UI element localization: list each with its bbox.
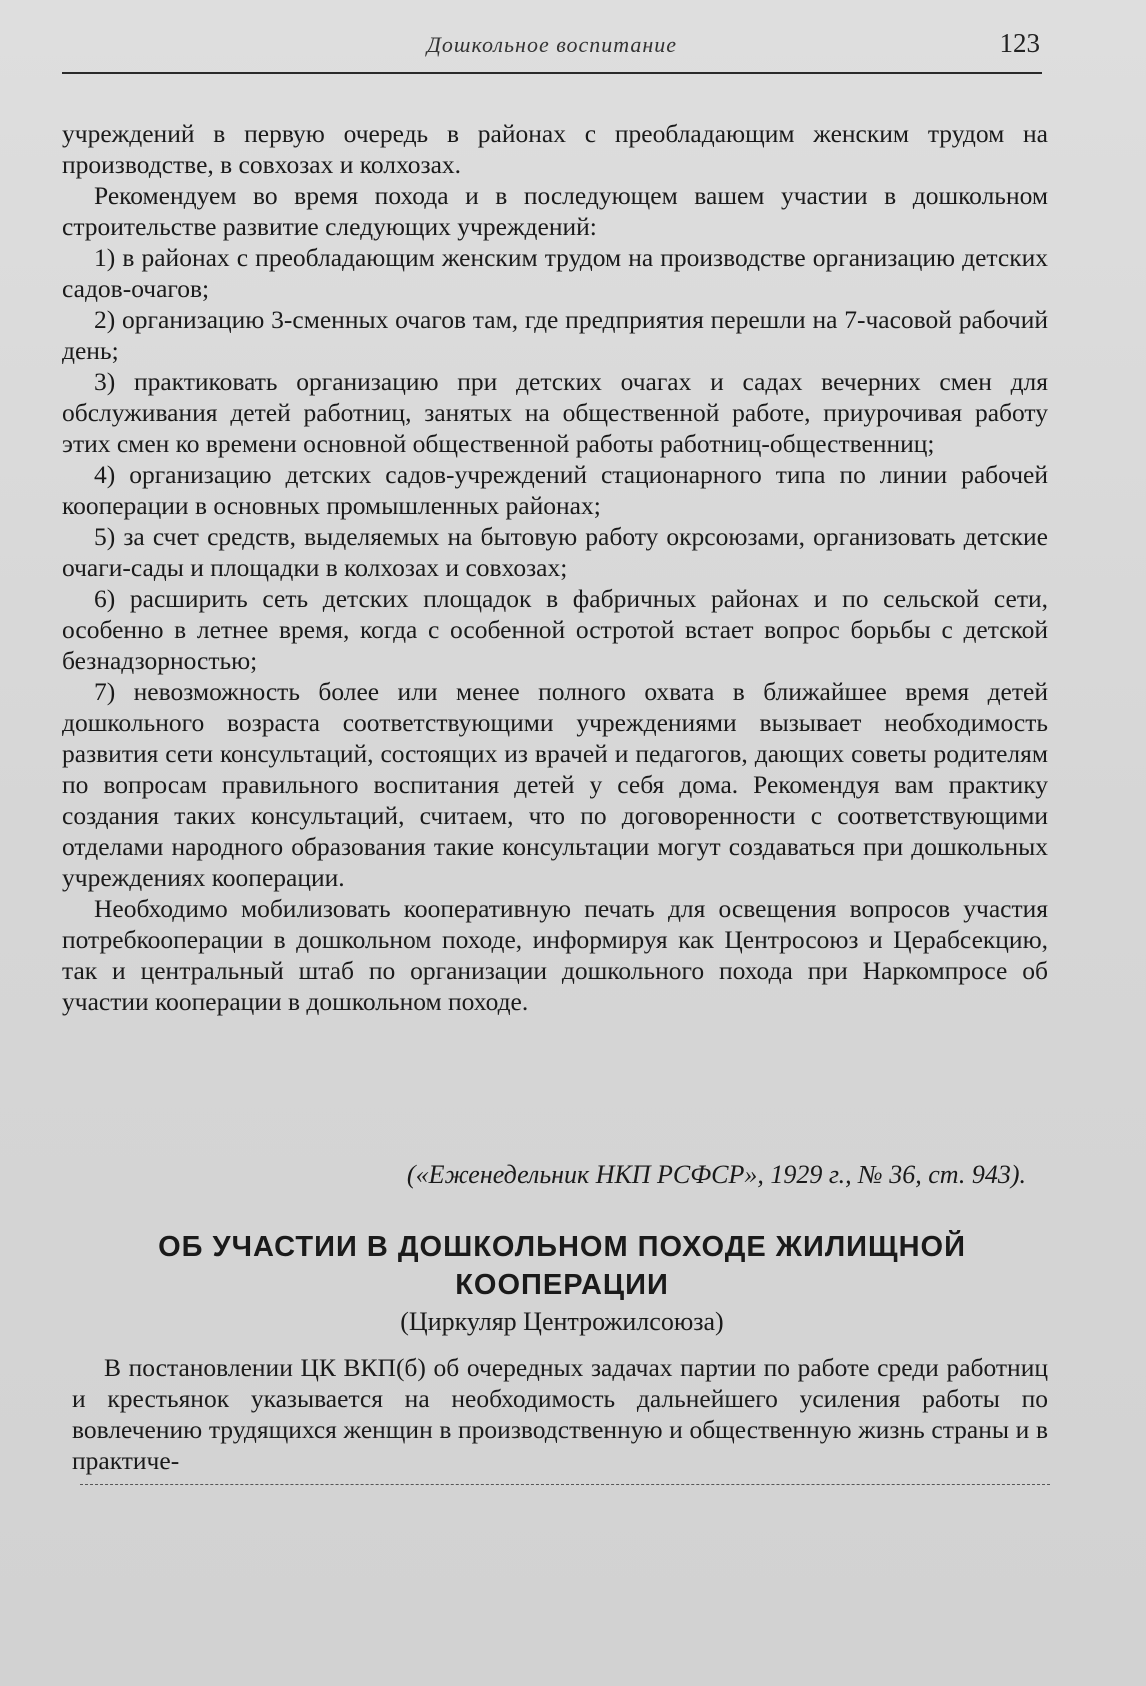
- main-text: [62, 118, 1048, 1017]
- paragraph-continuation: учреждений в первую очередь в районах с преобладающим женским трудом на производстве, в совхозах и колхозах.: [62, 119, 1048, 179]
- paragraph-recommendation: Рекомендуем во время похода и в последующем вашем участии в дошкольном строительстве развитие следующих учреждений:: [62, 181, 1048, 241]
- header-title: Дошкольное воспитание: [426, 32, 678, 57]
- list-item-6: 6) расширить сеть детских площадок в фабричных районах и по сельской сети, особенно в летнее время, когда с особенной остротой встает вопрос борьбы с детской безнадзорностью;: [62, 584, 1048, 675]
- list-item-1: 1) в районах с преобладающим женским трудом на производстве организацию детских садов-очагов;: [62, 243, 1048, 303]
- list-item-4: 4) организацию детских садов-учреждений стационарного типа по линии рабочей кооперации в основных промышленных районах;: [62, 460, 1048, 520]
- running-header: [62, 28, 1042, 74]
- section-title-line-1: ОБ УЧАСТИИ В ДОШКОЛЬНОМ ПОХОДЕ ЖИЛИЩНОЙ: [158, 1231, 966, 1263]
- paragraph-press: Необходимо мобилизовать кооперативную печать для освещения вопросов участия потребкооперации в дошкольном походе, информируя как Центросоюз и Церабсекцию, так и центральный штаб по организации дошкольного похода при Наркомпросе об участии кооперации в дошкольном походе.: [62, 894, 1048, 1016]
- section-subtitle: (Циркуляр Центрожилсоюза): [400, 1307, 724, 1336]
- section-title-line-2: КООПЕРАЦИИ: [455, 1269, 669, 1301]
- section-text: [72, 1352, 1048, 1476]
- list-item-3: 3) практиковать организацию при детских очагах и садах вечерних смен для обслуживания детей работниц, занятых на общественной работе, приурочивая работу этих смен ко времени основной общественной работы работниц-общественниц;: [62, 367, 1048, 458]
- bottom-rule: [80, 1484, 1050, 1485]
- section-paragraph: В постановлении ЦК ВКП(б) об очередных задачах партии по работе среди работниц и крестьянок указывается на необходимость дальнейшего усиления работы по вовлечению трудящихся женщин в производственную и общественную жизнь страны и в практиче-: [72, 1353, 1048, 1475]
- list-item-2: 2) организацию 3-сменных очагов там, где предприятия перешли на 7-часовой рабочий день;: [62, 305, 1048, 365]
- source-citation: («Еженедельник НКП РСФСР», 1929 г., № 36, ст. 943).: [406, 1160, 1026, 1189]
- list-item-5: 5) за счет средств, выделяемых на бытовую работу окрсоюзами, организовать детские очаги-сады и площадки в колхозах и совхозах;: [62, 522, 1048, 582]
- page-number: 123: [999, 28, 1040, 58]
- section-title: [62, 1228, 1062, 1304]
- list-item-7: 7) невозможность более или менее полного охвата в ближайшее время детей дошкольного возраста соответствующими учреждениями вызывает необходимость развития сети консультаций, состоящих из врачей и педагогов, дающих советы родителям по вопросам правильного воспитания детей у себя дома. Рекомендуя вам практику создания таких консультаций, считаем, что по договоренности с соответствующими отделами народного образования такие консультации могут создаваться при дошкольных учреждениях кооперации.: [62, 677, 1048, 892]
